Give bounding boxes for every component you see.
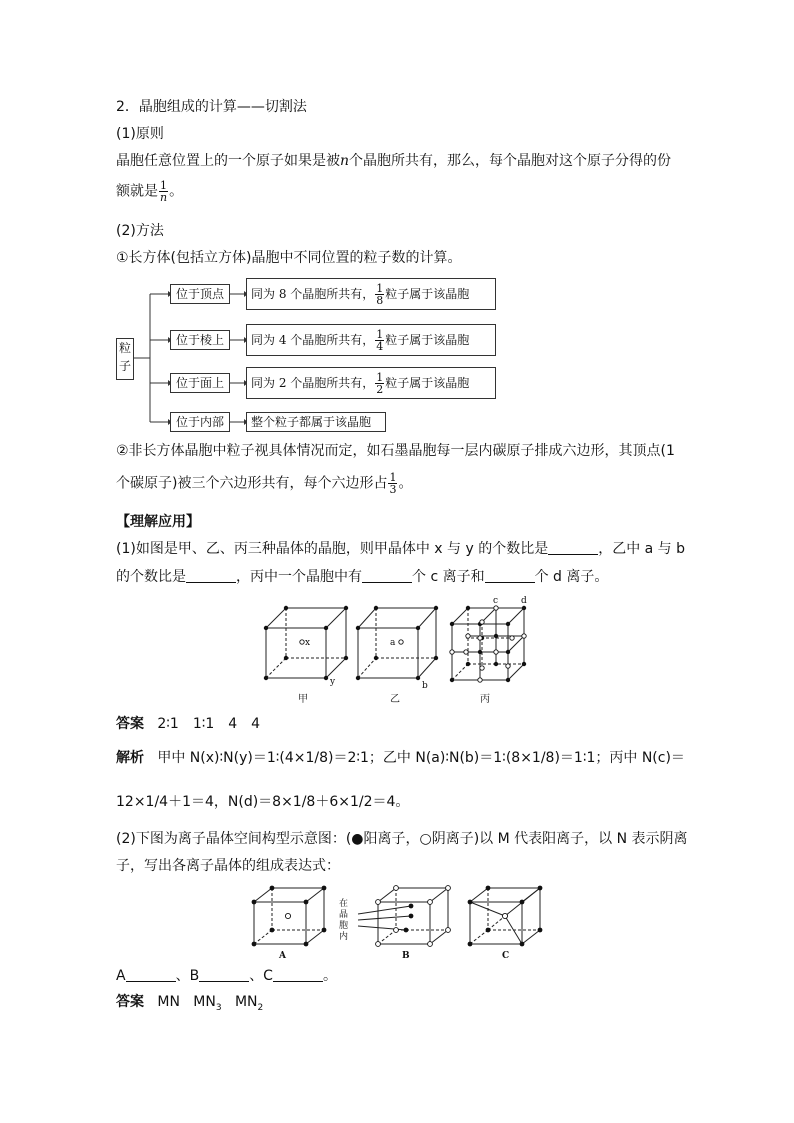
inner-label-char: 晶 — [339, 910, 349, 920]
q1-answer: 答案 2∶1 1∶1 4 4 — [116, 716, 261, 732]
blank[interactable] — [126, 967, 176, 982]
fig-label-jia: 甲 — [298, 694, 308, 704]
q2-answer: 答案 MN $MN_3$ $MN_2$ — [116, 994, 264, 1013]
principle-text-line1: 晶胞任意位置上的一个原子如果是被n个晶胞所共有，那么，每个晶胞对这个原子分得的份 — [116, 153, 672, 169]
item2-line1: ②非长方体晶胞中粒子视具体情况而定，如石墨晶胞每一层内碳原子排成六边形，其顶点(1 — [116, 443, 675, 459]
fig-label-yi: 乙 — [390, 694, 400, 704]
atom-label-d: d — [521, 596, 527, 606]
fraction-1-over-n: $\frac{1}{n}$ — [160, 179, 168, 204]
atom-label-a: a — [390, 638, 396, 648]
q1-line2: 的个数比是 ，丙中一个晶胞中有 个 c 离子和 个 d 离子。 — [116, 569, 609, 585]
inner-label-char: 内 — [339, 932, 349, 942]
q2-line2: 子，写出各离子晶体的组成表达式： — [116, 858, 340, 874]
pos-interior: 位于内部 — [170, 412, 230, 432]
inner-label-char: 在 — [339, 899, 349, 909]
pos-face: 位于面上 — [170, 373, 230, 393]
ionic-crystal-figure — [246, 882, 556, 962]
atom-label-x: x — [305, 638, 311, 648]
atom-label-b: b — [422, 681, 428, 691]
section-heading: 2．晶胞组成的计算——切割法 — [116, 99, 307, 115]
fig-label-bing: 丙 — [480, 694, 490, 704]
q2-line1: (2)下图为离子晶体空间构型示意图：(●阳离子，○阴离子)以 M 代表阳离子，以 N 表示阴离 — [116, 831, 688, 847]
atom-label-y: y — [330, 677, 336, 687]
q1-analysis-line2: 12×1/4＋1＝4，N(d)＝8×1/8＋6×1/2＝4。 — [116, 794, 410, 810]
crystal-cells-figure — [250, 594, 550, 704]
desc-edge: 同为 4 个晶胞所共有， $\frac{1}{4}$ 粒子属于该晶胞 — [246, 324, 496, 356]
fig-label-c: C — [502, 951, 510, 961]
method-label: (2)方法 — [116, 223, 164, 239]
inner-label-char: 胞 — [339, 921, 349, 931]
q2-blanks-line: A 、B 、C 。 — [116, 968, 337, 984]
blank[interactable] — [362, 568, 412, 583]
pos-edge: 位于棱上 — [170, 330, 230, 350]
q1-line1: (1)如图是甲、乙、丙三种晶体的晶胞，则甲晶体中 x 与 y 的个数比是 ，乙中 a 与 b — [116, 541, 686, 557]
fraction-1-over-3: $\frac{1}{3}$ — [389, 471, 397, 496]
principle-text-line2: 额就是 $\frac{1}{n}$ 。 — [116, 179, 184, 204]
desc-vertex: 同为 8 个晶胞所共有， $\frac{1}{8}$ 粒子属于该晶胞 — [246, 278, 496, 310]
atom-label-c: c — [493, 596, 499, 606]
pos-vertex: 位于顶点 — [170, 284, 230, 304]
section-title: 【理解应用】 — [116, 514, 200, 530]
desc-interior: 整个粒子都属于该晶胞 — [246, 412, 386, 432]
particle-position-diagram — [116, 282, 496, 434]
blank[interactable] — [199, 967, 249, 982]
blank[interactable] — [485, 568, 535, 583]
fig-label-b: B — [402, 951, 410, 961]
blank[interactable] — [548, 540, 598, 555]
particle-root-box: 粒 子 — [116, 338, 134, 380]
blank[interactable] — [186, 568, 236, 583]
principle-label: (1)原则 — [116, 126, 164, 142]
q1-analysis-line1: 解析 甲中 N(x)∶N(y)＝1∶(4×1/8)＝2∶1；乙中 N(a)∶N(b)＝1∶(8×1/8)＝1∶1；丙中 N(c)＝ — [116, 750, 685, 766]
blank[interactable] — [273, 967, 323, 982]
desc-face: 同为 2 个晶胞所共有， $\frac{1}{2}$ 粒子属于该晶胞 — [246, 367, 496, 399]
fig-label-a: A — [279, 951, 286, 961]
method-item1: ①长方体(包括立方体)晶胞中不同位置的粒子数的计算。 — [116, 250, 462, 266]
item2-line2: 个碳原子)被三个六边形共有，每个六边形占 $\frac{1}{3}$ 。 — [116, 471, 413, 496]
